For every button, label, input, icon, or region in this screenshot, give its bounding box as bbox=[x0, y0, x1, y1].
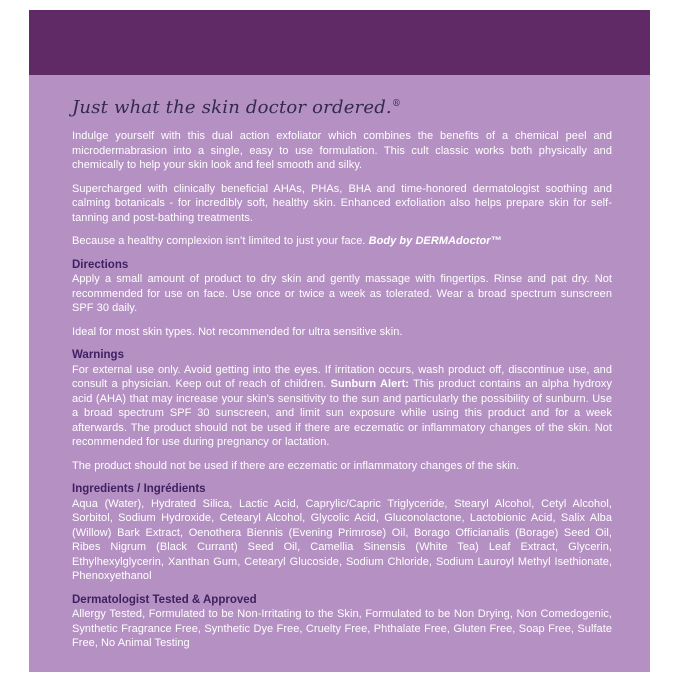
directions-paragraph-1: Apply a small amount of product to dry skin and gently massage with fingertips. Rinse and pat dry. Not recommended for use on face. Use once or twice a week as tolerated. Wear a broad spectrum sunscreen SPF 30 daily. bbox=[72, 273, 612, 314]
warnings-heading: Warnings bbox=[72, 349, 124, 361]
warnings-text-before-alert: For external use only. Avoid getting into the eyes. If irritation occurs, wash product off, discontinue use, and consult a physician. Keep out of reach of children. bbox=[72, 363, 612, 390]
brand-statement-text: Because a healthy complexion isn’t limited to just your face. bbox=[72, 235, 369, 247]
brand-name: Body by DERMAdoctor™ bbox=[368, 235, 502, 247]
tagline bbox=[72, 97, 612, 119]
warnings-paragraph bbox=[72, 363, 612, 450]
intro-paragraph-2: Supercharged with clinically beneficial AHAs, PHAs, BHA and time-honored dermatologist soothing and calming botanicals - for incredibly soft, healthy skin. Enhanced exfoliation also helps prepare skin for self-tanning and post-bathing treatments. bbox=[72, 182, 612, 224]
ingredients-heading: Ingredients / Ingrédients bbox=[72, 483, 206, 495]
brand-statement bbox=[72, 234, 612, 249]
warnings-text-after-alert: This product contains an alpha hydroxy acid (AHA) that may increase your skin’s sensitivity to the sun and particularly the possibility of sunburn. Use a broad spectrum SPF 30 sunscreen, and limit sun exposure while using this product and for a week afterwards. The product should not be used if there are eczematic or inflammatory changes of the skin. Not recommended for use during pregnancy or lactation. bbox=[72, 378, 612, 448]
header-band bbox=[29, 10, 650, 75]
tagline-text: Just what the skin doctor ordered. bbox=[72, 97, 392, 118]
directions-heading: Directions bbox=[72, 258, 129, 271]
claims-body: Allergy Tested, Formulated to be Non-Irritating to the Skin, Formulated to be Non Drying, Non Comedogenic, Synthetic Fragrance Free, Synthetic Dye Free, Cruelty Free, Phthalate Free, Gluten Free, Soap Free, Sulfate Free, No Animal Testing bbox=[72, 608, 612, 649]
sunburn-alert-label: Sunburn Alert: bbox=[330, 378, 410, 390]
claims-heading: Dermatologist Tested & Approved bbox=[72, 593, 257, 606]
intro-paragraph-1: Indulge yourself with this dual action exfoliator which combines the benefits of a chemical peel and microdermabrasion into a single, easy to use formulation. This cult classic works both physically and chemically to help your skin look and feel smooth and silky. bbox=[72, 130, 612, 171]
label-panel bbox=[29, 75, 650, 672]
ingredients-list: Aqua (Water), Hydrated Silica, Lactic Acid, Caprylic/Capric Triglyceride, Stearyl Alcohol, Cetyl Alcohol, Sorbitol, Sodium Hydroxide, Cetearyl Alcohol, Glycolic Acid, Gluconolactone, Lactobionic Acid, Salix Alba (Willow) Bark Extract, Oenothera Biennis (Evening Primrose) Oil, Borago Officianalis (Borage) Seed Oil, Ribes Nigrum (Black Currant) Seed Oil, Camellia Sinensis (White Tea) Leaf Extract, Glycerin, Ethylhexylglycerin, Xanthan Gum, Cetearyl Glucoside, Sodium Chloride, Sodium Lauroyl Methyl Isethionate, Phenoxyethanol bbox=[72, 497, 612, 582]
directions-paragraph-2: Ideal for most skin types. Not recommended for ultra sensitive skin. bbox=[72, 325, 403, 338]
warnings-note: The product should not be used if there are eczematic or inflammatory changes of the skin. bbox=[72, 459, 520, 472]
registered-mark: ® bbox=[391, 99, 402, 109]
